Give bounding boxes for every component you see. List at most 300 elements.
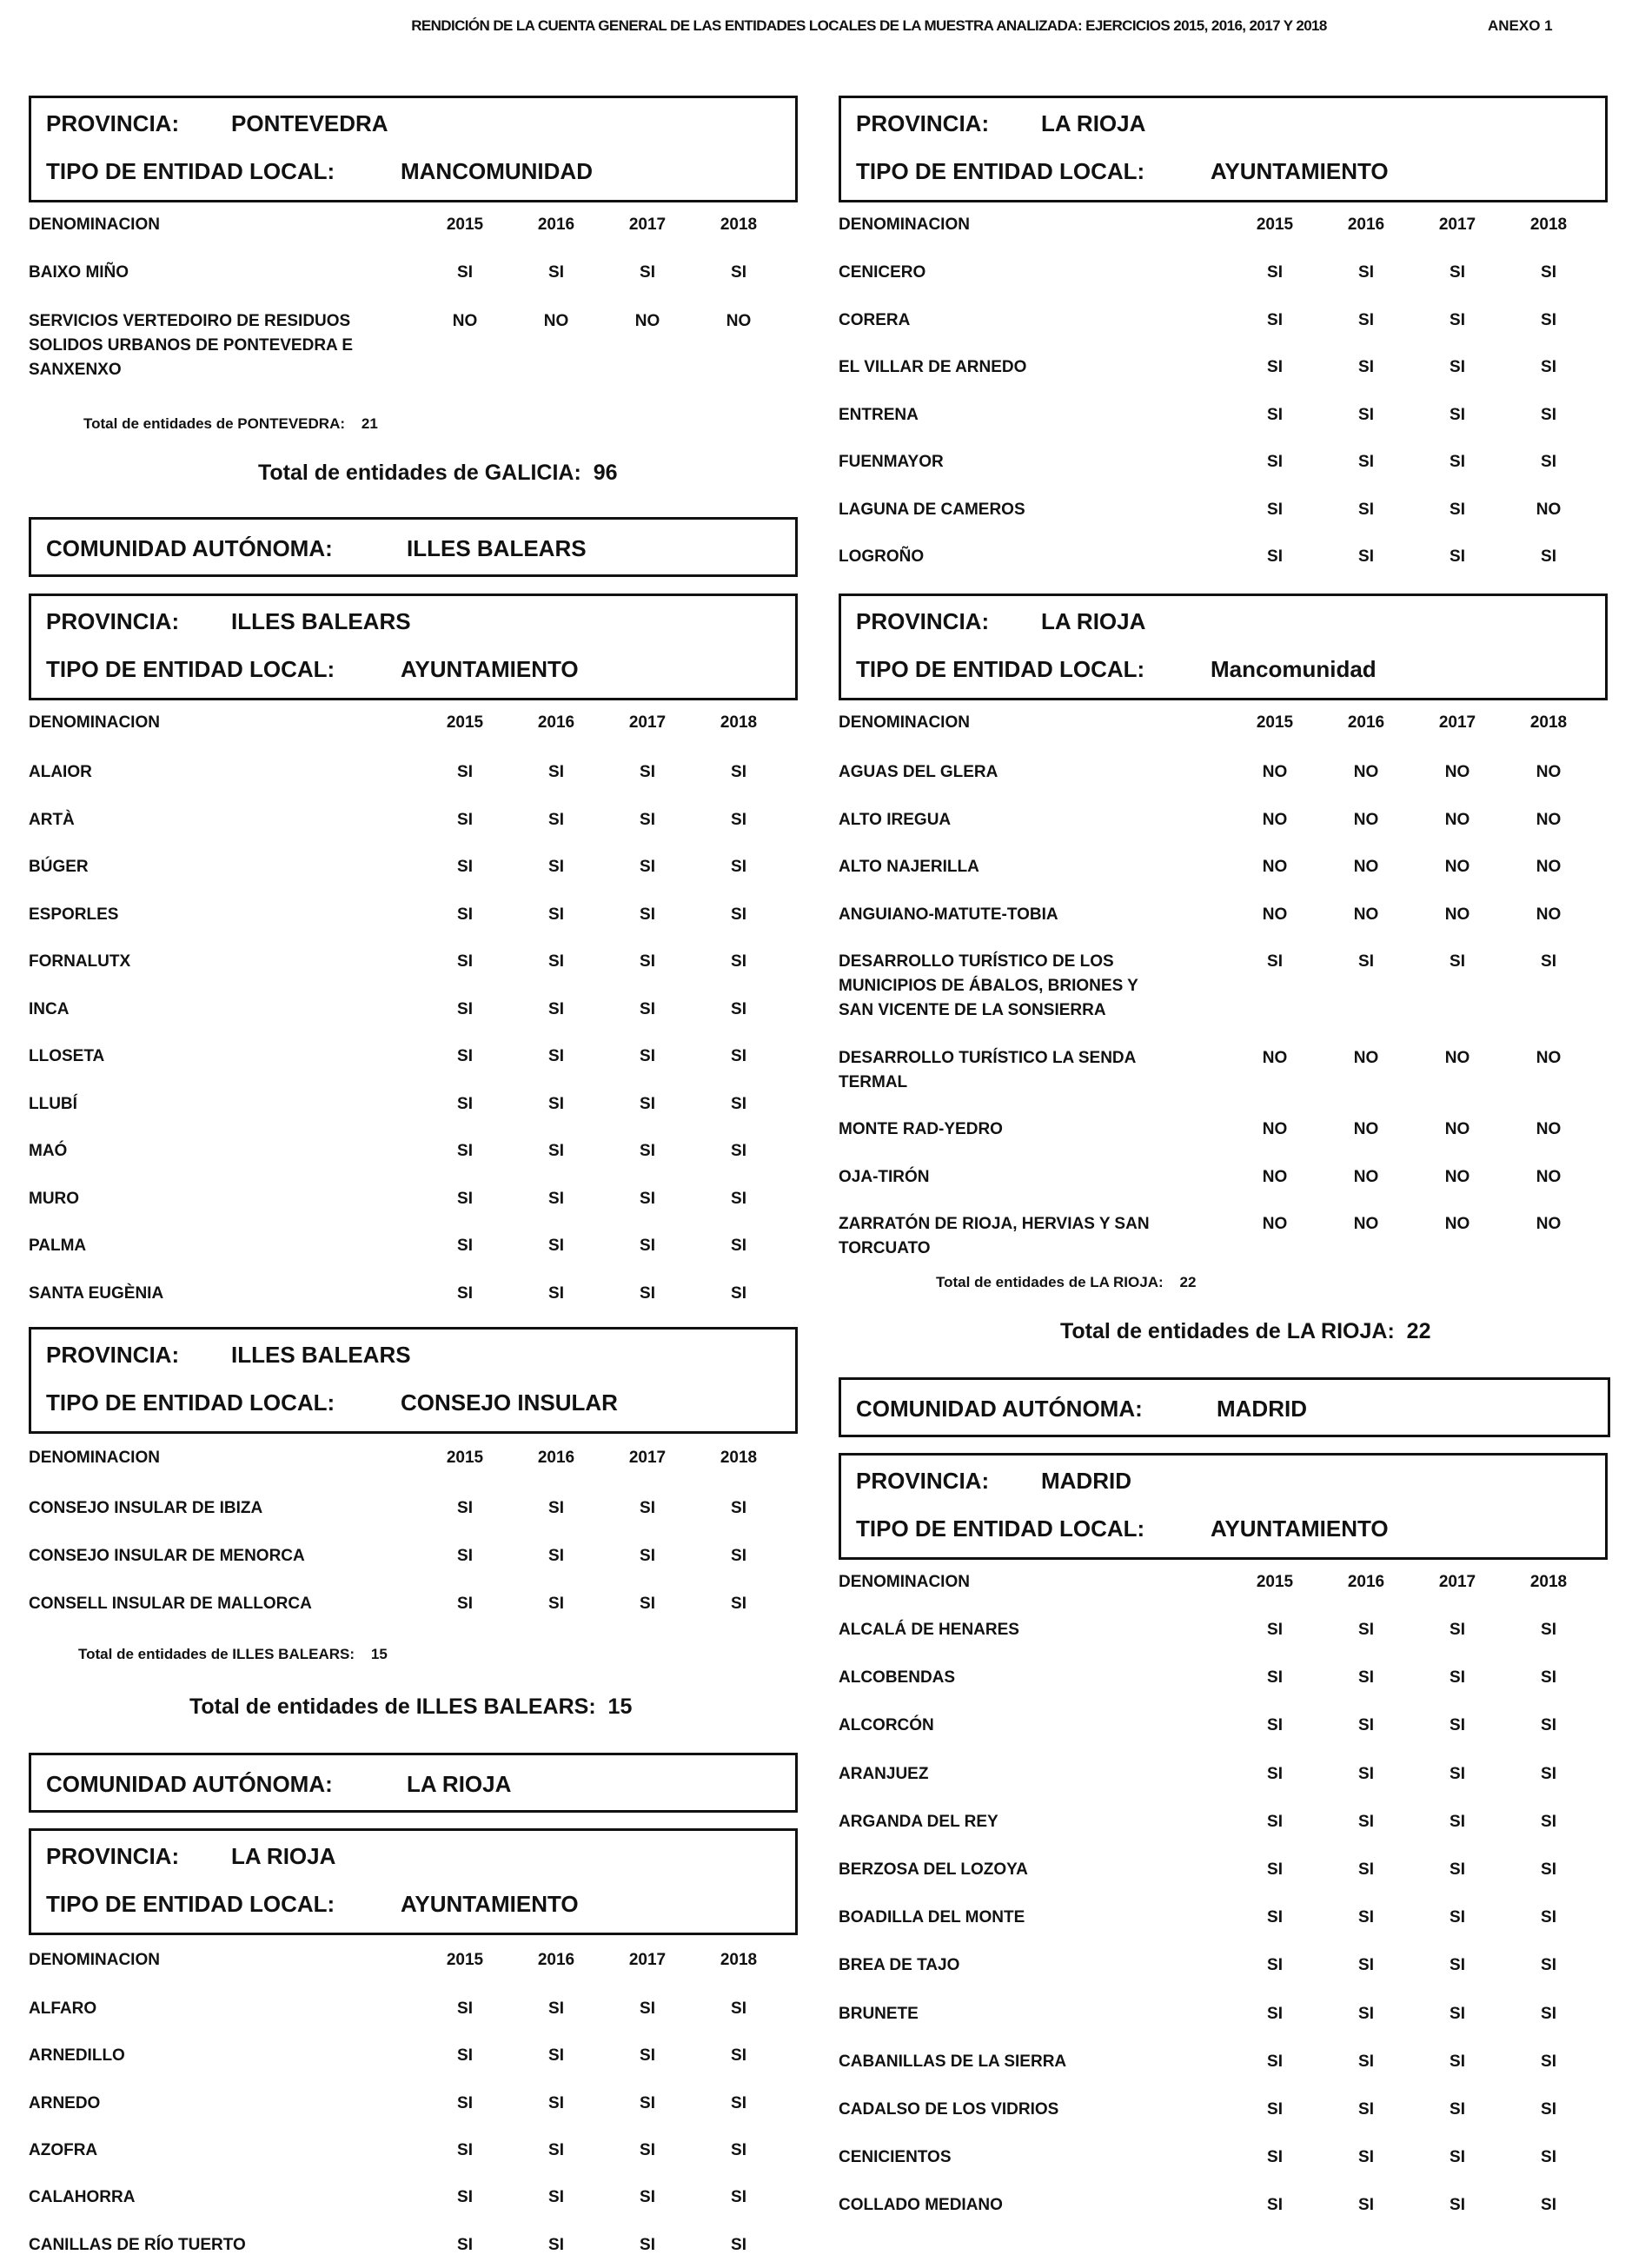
year-status-cell: SI (1450, 405, 1465, 424)
year-status-cell: SI (1541, 1668, 1556, 1688)
year-status-cell: SI (640, 2140, 655, 2159)
entity-name: LLUBÍ (29, 1094, 77, 1113)
year-status-cell: SI (548, 2093, 564, 2112)
tipo-value: AYUNTAMIENTO (401, 1891, 579, 1917)
year-status-cell: SI (731, 2235, 746, 2254)
year-header: 2017 (628, 1449, 667, 1467)
comunidad-value: ILLES BALEARS (407, 535, 587, 561)
provincia-box (839, 594, 1608, 700)
provincia-label: PROVINCIA: (46, 1843, 180, 1869)
total-label: Total de entidades de GALICIA: (258, 461, 581, 485)
year-status-cell: SI (1450, 1764, 1465, 1783)
tipo-value: AYUNTAMIENTO (401, 656, 579, 682)
year-status-cell: SI (457, 2093, 473, 2112)
year-status-cell: SI (1267, 358, 1283, 376)
year-status-cell: SI (457, 1237, 473, 1255)
year-status-cell: SI (731, 952, 746, 971)
entity-name: ARNEDILLO (29, 2046, 125, 2066)
tipo-value: CONSEJO INSULAR (401, 1389, 618, 1416)
provincia-value: ILLES BALEARS (231, 1342, 411, 1368)
year-status-cell: SI (457, 2046, 473, 2066)
year-status-cell: SI (457, 1595, 473, 1613)
year-status-cell: SI (1358, 2004, 1374, 2023)
year-status-cell: SI (548, 1142, 564, 1160)
year-status-cell: SI (640, 1999, 655, 2018)
year-status-cell: SI (548, 999, 564, 1018)
year-status-cell: SI (1267, 1812, 1283, 1831)
year-status-cell: SI (1267, 1956, 1283, 1975)
year-header: 2018 (720, 1951, 758, 1969)
year-status-cell: SI (640, 1595, 655, 1613)
comunidad-total (258, 461, 618, 486)
annex-label: ANEXO 1 (1488, 17, 1553, 34)
year-status-cell: SI (1358, 500, 1374, 519)
year-status-cell: SI (640, 2046, 655, 2066)
entity-name: ARTÀ (29, 810, 75, 829)
year-status-cell: SI (1358, 1956, 1374, 1975)
entity-name: ALCORCÓN (839, 1716, 934, 1735)
denominacion-header: DENOMINACION (29, 713, 160, 732)
year-status-cell: SI (731, 1547, 746, 1565)
total-value: 15 (607, 1694, 633, 1719)
year-status-cell: NO (1536, 500, 1562, 519)
provincia-value: LA RIOJA (1041, 110, 1146, 136)
year-status-cell: SI (1358, 263, 1374, 282)
comunidad-total (189, 1694, 632, 1720)
year-status-cell: SI (548, 2140, 564, 2159)
year-status-cell: SI (1267, 2100, 1283, 2119)
year-status-cell: SI (731, 1047, 746, 1065)
year-status-cell: SI (457, 2140, 473, 2159)
entity-name: SANTA EUGÈNIA (29, 1283, 164, 1303)
year-header: 2016 (537, 216, 575, 234)
year-status-cell: SI (1450, 2148, 1465, 2167)
year-status-cell: NO (1353, 1215, 1379, 1233)
year-header: 2017 (1438, 216, 1476, 234)
year-status-cell: SI (731, 1283, 746, 1303)
provincia-label: PROVINCIA: (46, 608, 180, 634)
year-status-cell: NO (1444, 1167, 1470, 1186)
year-status-cell: NO (1536, 1120, 1562, 1138)
year-status-cell: SI (548, 1237, 564, 1255)
year-status-cell: SI (640, 1283, 655, 1303)
comunidad-value: LA RIOJA (407, 1771, 512, 1797)
year-status-cell: NO (1262, 1120, 1288, 1138)
year-status-cell: SI (1541, 952, 1556, 971)
provincia-subtotal (936, 1274, 1196, 1291)
year-status-cell: SI (1267, 1764, 1283, 1783)
entity-name: CABANILLAS DE LA SIERRA (839, 2052, 1067, 2071)
year-status-cell: SI (1541, 1812, 1556, 1831)
entity-name: PALMA (29, 1237, 87, 1255)
entity-name: ARGANDA DEL REY (839, 1812, 998, 1831)
year-status-cell: SI (731, 1595, 746, 1613)
year-status-cell: SI (548, 1189, 564, 1208)
year-header: 2015 (446, 1951, 484, 1969)
year-status-cell: SI (1450, 2052, 1465, 2071)
year-status-cell: SI (1358, 952, 1374, 971)
year-status-cell: SI (457, 1999, 473, 2018)
year-status-cell: SI (457, 263, 473, 282)
entity-name: ALCOBENDAS (839, 1668, 956, 1688)
year-status-cell: SI (457, 999, 473, 1018)
year-status-cell: SI (640, 952, 655, 971)
year-header: 2016 (1347, 713, 1385, 732)
year-status-cell: SI (731, 858, 746, 876)
year-status-cell: SI (640, 763, 655, 781)
year-status-cell: SI (640, 1237, 655, 1255)
year-status-cell: SI (1450, 952, 1465, 971)
year-status-cell: SI (1267, 1860, 1283, 1879)
year-status-cell: SI (1358, 2148, 1374, 2167)
year-status-cell: SI (731, 1237, 746, 1255)
year-status-cell: NO (1353, 1048, 1379, 1067)
year-status-cell: SI (548, 1499, 564, 1517)
total-value: 22 (1406, 1319, 1431, 1343)
provincia-label: PROVINCIA: (46, 110, 180, 136)
denominacion-header: DENOMINACION (29, 1951, 160, 1969)
year-header: 2018 (720, 216, 758, 234)
year-status-cell: SI (1541, 1716, 1556, 1735)
tipo-label: TIPO DE ENTIDAD LOCAL: (856, 158, 1145, 184)
provincia-label: PROVINCIA: (856, 1468, 990, 1494)
comunidad-box (29, 517, 798, 577)
year-status-cell: SI (1541, 358, 1556, 376)
denominacion-header: DENOMINACION (839, 1573, 970, 1591)
denominacion-header: DENOMINACION (839, 713, 970, 732)
year-status-cell: SI (1267, 263, 1283, 282)
year-status-cell: SI (640, 858, 655, 876)
year-status-cell: SI (1267, 952, 1283, 971)
entity-name: BRUNETE (839, 2004, 919, 2023)
year-status-cell: NO (1262, 858, 1288, 876)
year-status-cell: SI (1358, 1812, 1374, 1831)
entity-name: ALTO IREGUA (839, 810, 952, 829)
comunidad-box (29, 1753, 798, 1813)
subtotal-value: 21 (361, 415, 378, 432)
year-status-cell: SI (548, 1999, 564, 2018)
year-status-cell: SI (1267, 1621, 1283, 1639)
year-status-cell: SI (1450, 263, 1465, 282)
year-status-cell: SI (640, 263, 655, 282)
entity-name: COLLADO MEDIANO (839, 2196, 1003, 2215)
provincia-subtotal (78, 1646, 388, 1663)
year-status-cell: NO (1444, 763, 1470, 781)
entity-name: ARNEDO (29, 2093, 101, 2112)
year-status-cell: SI (1358, 2100, 1374, 2119)
year-status-cell: SI (1358, 547, 1374, 566)
year-header: 2018 (1529, 1573, 1568, 1591)
entity-name: ALAIOR (29, 763, 92, 781)
year-status-cell: SI (457, 1094, 473, 1113)
year-status-cell: SI (731, 2140, 746, 2159)
year-status-cell: NO (1536, 1167, 1562, 1186)
entity-name: FUENMAYOR (839, 453, 944, 471)
entity-name: DESARROLLO TURÍSTICO DE LOS MUNICIPIOS DE ÁBALOS, BRIONES Y SAN VICENTE DE LA SONSIERRA (839, 952, 1138, 1019)
year-status-cell: SI (457, 858, 473, 876)
year-status-cell: SI (1541, 453, 1556, 471)
year-status-cell: SI (731, 1142, 746, 1160)
denominacion-header: DENOMINACION (29, 1449, 160, 1467)
year-status-cell: SI (1541, 2004, 1556, 2023)
year-status-cell: SI (640, 1499, 655, 1517)
year-status-cell: NO (1444, 1048, 1470, 1067)
year-status-cell: SI (548, 2046, 564, 2066)
year-status-cell: SI (1541, 1956, 1556, 1975)
year-status-cell: NO (543, 312, 569, 330)
year-status-cell: SI (640, 1047, 655, 1065)
year-status-cell: SI (548, 1547, 564, 1565)
year-header: 2017 (1438, 713, 1476, 732)
tipo-value: Mancomunidad (1211, 656, 1377, 682)
entity-name: BÚGER (29, 858, 89, 876)
entity-name: AZOFRA (29, 2140, 98, 2159)
year-status-cell: SI (1541, 547, 1556, 566)
year-status-cell: SI (548, 2188, 564, 2207)
provincia-value: PONTEVEDRA (231, 110, 388, 136)
year-status-cell: SI (1267, 547, 1283, 566)
entity-name: CENICERO (839, 263, 926, 282)
year-status-cell: SI (1541, 1908, 1556, 1927)
entity-name: MAÓ (29, 1142, 68, 1160)
entity-name: CENICIENTOS (839, 2148, 952, 2167)
entity-name: ARANJUEZ (839, 1764, 929, 1783)
year-status-cell: SI (1450, 1956, 1465, 1975)
year-status-cell: SI (1450, 2004, 1465, 2023)
entity-name: CONSELL INSULAR DE MALLORCA (29, 1595, 312, 1613)
comunidad-label: COMUNIDAD AUTÓNOMA: (856, 1396, 1143, 1422)
year-status-cell: NO (1353, 763, 1379, 781)
entity-name: ALCALÁ DE HENARES (839, 1621, 1019, 1639)
year-status-cell: SI (548, 1094, 564, 1113)
year-status-cell: NO (1262, 1215, 1288, 1233)
report-title: RENDICIÓN DE LA CUENTA GENERAL DE LAS ENTIDADES LOCALES DE LA MUESTRA ANALIZADA: EJERCICIOS 2015, 2016, 2017 Y 2018 (411, 17, 1327, 34)
year-status-cell: SI (1267, 405, 1283, 424)
year-status-cell: NO (1444, 1215, 1470, 1233)
year-status-cell: SI (457, 1047, 473, 1065)
year-header: 2016 (1347, 1573, 1385, 1591)
provincia-value: ILLES BALEARS (231, 608, 411, 634)
year-status-cell: SI (1358, 1621, 1374, 1639)
year-status-cell: NO (1353, 1167, 1379, 1186)
subtotal-label: Total de entidades de PONTEVEDRA: (83, 415, 346, 432)
year-status-cell: NO (1353, 858, 1379, 876)
year-status-cell: SI (1450, 1860, 1465, 1879)
entity-name: CALAHORRA (29, 2188, 136, 2207)
year-status-cell: NO (1536, 1215, 1562, 1233)
year-status-cell: NO (1444, 1120, 1470, 1138)
year-status-cell: SI (1541, 1621, 1556, 1639)
entity-name: LAGUNA DE CAMEROS (839, 500, 1025, 519)
denominacion-header: DENOMINACION (839, 216, 970, 234)
year-status-cell: SI (457, 1189, 473, 1208)
year-status-cell: SI (731, 905, 746, 924)
year-header: 2016 (537, 1449, 575, 1467)
entity-name: DESARROLLO TURÍSTICO LA SENDA TERMAL (839, 1048, 1136, 1091)
year-status-cell: SI (1358, 453, 1374, 471)
entity-name: ENTRENA (839, 405, 919, 424)
subtotal-label: Total de entidades de ILLES BALEARS: (78, 1646, 355, 1662)
year-status-cell: NO (452, 312, 478, 330)
tipo-label: TIPO DE ENTIDAD LOCAL: (46, 1891, 335, 1917)
provincia-box (29, 1327, 798, 1434)
year-status-cell: SI (640, 999, 655, 1018)
tipo-label: TIPO DE ENTIDAD LOCAL: (46, 656, 335, 682)
year-status-cell: SI (457, 952, 473, 971)
year-status-cell: SI (457, 2188, 473, 2207)
year-status-cell: SI (548, 1595, 564, 1613)
year-status-cell: SI (1267, 2004, 1283, 2023)
year-status-cell: SI (731, 1999, 746, 2018)
entity-name: AGUAS DEL GLERA (839, 763, 998, 781)
year-status-cell: SI (548, 810, 564, 829)
year-header: 2015 (1256, 216, 1294, 234)
year-header: 2015 (1256, 713, 1294, 732)
year-status-cell: NO (1353, 1120, 1379, 1138)
year-status-cell: SI (457, 2235, 473, 2254)
year-status-cell: SI (1358, 310, 1374, 329)
year-status-cell: SI (731, 2093, 746, 2112)
provincia-label: PROVINCIA: (856, 608, 990, 634)
provincia-label: PROVINCIA: (856, 110, 990, 136)
year-status-cell: SI (1450, 1908, 1465, 1927)
year-header: 2016 (537, 1951, 575, 1969)
entity-name: ALFARO (29, 1999, 97, 2018)
entity-name: ALTO NAJERILLA (839, 858, 979, 876)
year-status-cell: SI (548, 2235, 564, 2254)
year-status-cell: SI (457, 1499, 473, 1517)
entity-name: MURO (29, 1189, 80, 1208)
year-status-cell: SI (640, 1189, 655, 1208)
entity-name: EL VILLAR DE ARNEDO (839, 358, 1027, 376)
year-status-cell: SI (1358, 358, 1374, 376)
year-status-cell: SI (1358, 1764, 1374, 1783)
year-header: 2018 (1529, 713, 1568, 732)
year-status-cell: SI (457, 763, 473, 781)
year-status-cell: SI (1450, 547, 1465, 566)
year-status-cell: SI (1358, 405, 1374, 424)
comunidad-label: COMUNIDAD AUTÓNOMA: (46, 535, 333, 561)
subtotal-label: Total de entidades de LA RIOJA: (936, 1274, 1164, 1290)
year-status-cell: SI (1267, 500, 1283, 519)
entity-name: MONTE RAD-YEDRO (839, 1120, 1003, 1138)
entity-name: BOADILLA DEL MONTE (839, 1908, 1025, 1927)
tipo-value: AYUNTAMIENTO (1211, 158, 1389, 184)
year-status-cell: SI (1267, 2052, 1283, 2071)
year-status-cell: NO (1262, 905, 1288, 924)
total-label: Total de entidades de LA RIOJA: (1060, 1319, 1395, 1343)
provincia-box (29, 1828, 798, 1935)
year-status-cell: SI (548, 1283, 564, 1303)
year-status-cell: SI (548, 263, 564, 282)
provincia-subtotal (83, 415, 378, 433)
subtotal-value: 22 (1179, 1274, 1197, 1290)
year-status-cell: NO (1353, 810, 1379, 829)
entity-name: ANGUIANO-MATUTE-TOBIA (839, 905, 1058, 924)
year-status-cell: SI (1358, 2052, 1374, 2071)
provincia-value: MADRID (1041, 1468, 1131, 1494)
year-status-cell: SI (640, 2235, 655, 2254)
year-status-cell: SI (640, 1142, 655, 1160)
year-header: 2017 (628, 1951, 667, 1969)
year-status-cell: SI (548, 905, 564, 924)
year-status-cell: SI (548, 763, 564, 781)
year-header: 2015 (446, 1449, 484, 1467)
year-status-cell: SI (1541, 2196, 1556, 2215)
entity-name: ESPORLES (29, 905, 119, 924)
provincia-box (29, 594, 798, 700)
tipo-label: TIPO DE ENTIDAD LOCAL: (46, 158, 335, 184)
year-status-cell: SI (1267, 310, 1283, 329)
year-status-cell: SI (1450, 500, 1465, 519)
year-header: 2017 (628, 216, 667, 234)
year-status-cell: SI (1267, 2148, 1283, 2167)
year-status-cell: SI (1358, 2196, 1374, 2215)
year-status-cell: NO (1536, 1048, 1562, 1067)
year-status-cell: NO (1353, 905, 1379, 924)
year-status-cell: SI (548, 1047, 564, 1065)
year-status-cell: SI (1541, 405, 1556, 424)
entity-name: BAIXO MIÑO (29, 263, 129, 282)
year-status-cell: SI (1358, 1716, 1374, 1735)
year-status-cell: SI (731, 2188, 746, 2207)
tipo-value: MANCOMUNIDAD (401, 158, 593, 184)
year-status-cell: SI (640, 1094, 655, 1113)
year-header: 2015 (446, 713, 484, 732)
year-header: 2018 (720, 1449, 758, 1467)
year-status-cell: SI (1450, 1621, 1465, 1639)
year-status-cell: SI (1541, 1860, 1556, 1879)
entity-name: LOGROÑO (839, 547, 925, 566)
year-status-cell: SI (640, 905, 655, 924)
year-status-cell: SI (1450, 2100, 1465, 2119)
year-status-cell: SI (457, 1142, 473, 1160)
year-status-cell: SI (1541, 310, 1556, 329)
total-label: Total de entidades de ILLES BALEARS: (189, 1694, 596, 1719)
entity-name: CANILLAS DE RÍO TUERTO (29, 2235, 246, 2254)
year-status-cell: NO (1262, 810, 1288, 829)
year-status-cell: SI (1267, 1716, 1283, 1735)
year-status-cell: SI (640, 2188, 655, 2207)
year-header: 2017 (628, 713, 667, 732)
comunidad-value: MADRID (1217, 1396, 1307, 1422)
year-status-cell: SI (640, 1547, 655, 1565)
year-status-cell: SI (1450, 2196, 1465, 2215)
year-status-cell: NO (726, 312, 752, 330)
subtotal-value: 15 (370, 1646, 388, 1662)
year-status-cell: NO (1444, 810, 1470, 829)
year-status-cell: NO (1262, 1048, 1288, 1067)
entity-name: CADALSO DE LOS VIDRIOS (839, 2100, 1059, 2119)
year-status-cell: NO (1536, 858, 1562, 876)
year-status-cell: SI (1267, 1668, 1283, 1688)
year-status-cell: SI (731, 810, 746, 829)
year-status-cell: SI (1358, 1668, 1374, 1688)
year-status-cell: SI (1450, 1668, 1465, 1688)
entity-name: FORNALUTX (29, 952, 131, 971)
year-status-cell: SI (1267, 453, 1283, 471)
denominacion-header: DENOMINACION (29, 216, 160, 234)
year-status-cell: SI (1450, 358, 1465, 376)
year-status-cell: NO (1536, 905, 1562, 924)
entity-name: CONSEJO INSULAR DE IBIZA (29, 1499, 263, 1517)
year-status-cell: NO (1262, 763, 1288, 781)
year-status-cell: NO (1536, 763, 1562, 781)
year-status-cell: SI (731, 1094, 746, 1113)
entity-name: ZARRATÓN DE RIOJA, HERVIAS Y SAN TORCUATO (839, 1215, 1150, 1257)
provincia-box (29, 96, 798, 202)
year-status-cell: SI (1541, 2148, 1556, 2167)
